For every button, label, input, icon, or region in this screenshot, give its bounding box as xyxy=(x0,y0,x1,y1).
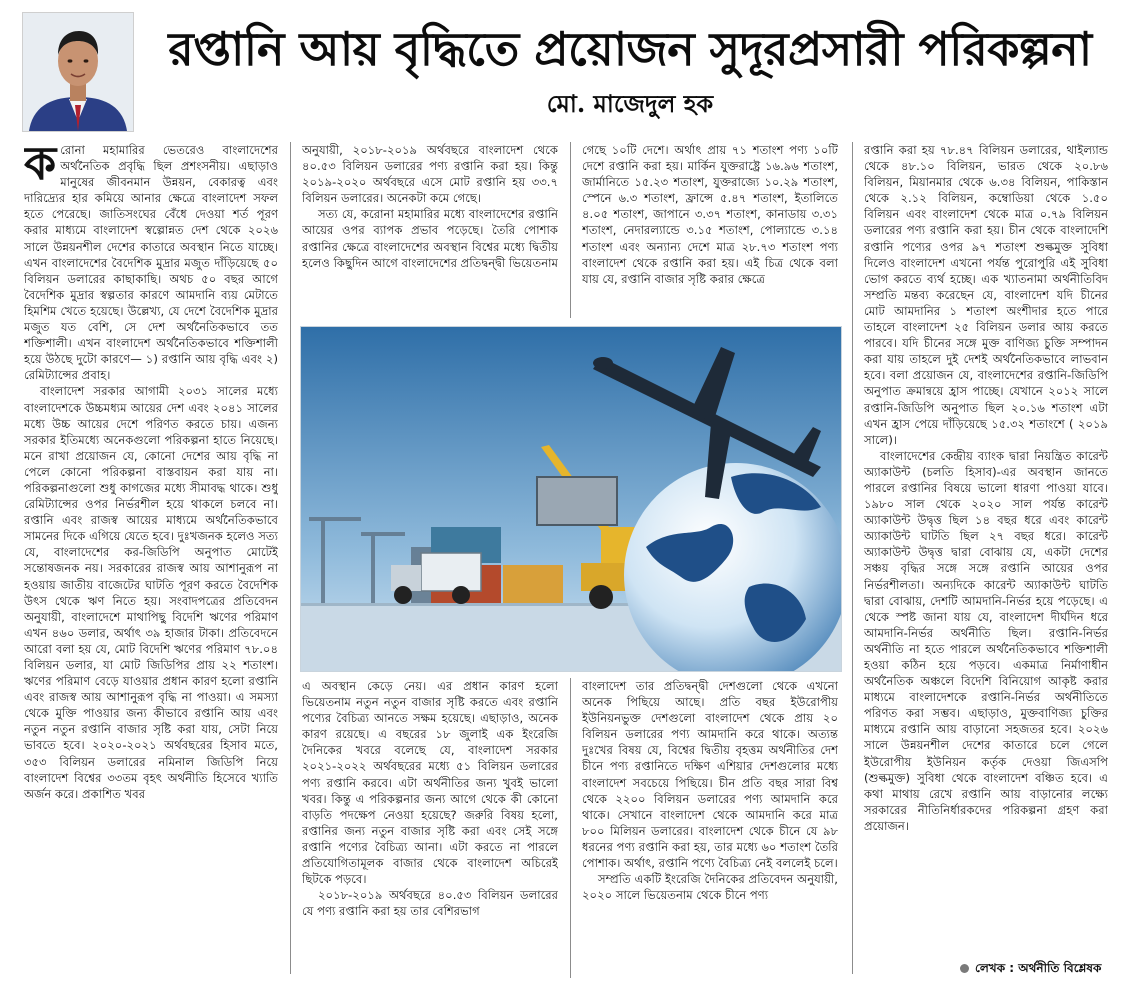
article-column-2-top xyxy=(302,142,558,312)
cargo-trade-illustration xyxy=(301,327,841,671)
article-paragraph: বাংলাদেশ তার প্রতিদ্বন্দ্বী দেশগুলো থেকে এখনো অনেক পিছিয়ে আছে। প্রতি বছর ইউরোপীয় ইউনিয়নভুক্ত দেশগুলো বাংলাদেশ থেকে প্রায় ২০ বিলিয়ন ডলারের পণ্য আমদানি করে থাকে। অত্যন্ত দুঃখের বিষয় যে, বিশ্বের দ্বিতীয় বৃহত্তম অর্থনীতির দেশ চীনে পণ্য রপ্তানিতে দক্ষিণ এশিয়ার দেশগুলোর মধ্যে বাংলাদেশ সবচেয়ে পিছিয়ে। চীন প্রতি বছর সারা বিশ্ব থেকে ২২০০ বিলিয়ন ডলারের পণ্য আমদানি করে থাকে। সেখানে বাংলাদেশ থেকে আমদানি করে মাত্র ৮০০ মিলিয়ন ডলারের। বাংলাদেশ থেকে চীনে যে ৯৮ ধরনের পণ্য রপ্তানি করা হয়, তার মধ্যে ৬০ শতাংশ তৈরি পোশাক। অর্থাৎ, রপ্তানি পণ্যে বৈচিত্র্য নেই বললেই চলে। xyxy=(582,679,838,871)
author-photo xyxy=(22,12,134,132)
article-paragraph: ২০১৮-২০১৯ অর্থবছরে ৪০.৫৩ বিলিয়ন ডলারের যে পণ্য রপ্তানি করা হয় তার বেশিরভাগ xyxy=(302,888,558,919)
author-portrait-image xyxy=(23,13,133,131)
column-divider xyxy=(852,142,853,974)
article-header xyxy=(0,0,1128,140)
article-column-1 xyxy=(24,142,278,978)
paragraph-text: রোনা মহামারির ভেতরেও বাংলাদেশের অর্থনৈতিক প্রবৃদ্ধি ছিল প্রশংসনীয়। এছাড়াও মানুষের জীবনমান উন্নয়ন, বেকারত্ব এবং দারিদ্র্যের হার কমিয়ে আনার ক্ষেত্রে বাংলাদেশ সফল হতে পেরেছে। জাতিসংঘের বেঁধে দেওয়া শর্ত পূরণ করার মাধ্যমে বাংলাদেশ স্বল্পোন্নত দেশ থেকে ২০২৬ সালে উন্নয়নশীল দেশের কাতারে অবস্থান নিতে যাচ্ছে। এখন বাংলাদেশের বৈদেশিক মুদ্রার মজুত দাঁড়িয়েছে ৫০ বিলিয়ন ডলারের কাছাকাছি। অথচ ৫০ বছর আগে বৈদেশিক মুদ্রার স্বল্পতার কারণে আমদানি ব্যয় মেটাতে হিমশিম খেতে হয়েছে। উল্লেখ্য, যে দেশে বৈদেশিক মুদ্রার মজুত যত বেশি, সে দেশ অর্থনৈতিকভাবে তত শক্তিশালী। এখন বাংলাদেশ অর্থনৈতিকভাবে শক্তিশালী হয়ে উঠছে দুটো কারণে— ১) রপ্তানি আয় বৃদ্ধি এবং ২) রেমিট্যান্সের প্রবাহ। xyxy=(24,143,278,383)
article-paragraph: বাংলাদেশের কেন্দ্রীয় ব্যাংক দ্বারা নিয়ন্ত্রিত কারেন্ট অ্যাকাউন্ট (চলতি হিসাব)-এর অবস্থান জানতে পারলে রপ্তানির বিষয়ে ভালো ধারণা পাওয়া যাবে। ১৯৮০ সাল থেকে ২০২০ সাল পর্যন্ত কারেন্ট অ্যাকাউন্ট উদ্বৃত্ত ছিল ১৪ বছর ধরে এবং কারেন্ট অ্যাকাউন্ট ঘাটতি ছিল ২৭ বছর ধরে। কারেন্ট অ্যাকাউন্ট উদ্বৃত্ত দ্বারা বোঝায় যে, একটা দেশের সঞ্চয় বৃদ্ধির সঙ্গে সঙ্গে রপ্তানি আয়ের ওপর নির্ভরশীলতা। অন্যদিকে কারেন্ট অ্যাকাউন্ট ঘাটতি দ্বারা বোঝায়, দেশটি আমদানি-নির্ভর হয়ে পড়েছে। এ থেকে স্পষ্ট জানা যায় যে, বাংলাদেশ দীর্ঘদিন ধরে আমদানি-নির্ভর অর্থনীতি ছিল। রপ্তানি-নির্ভর অর্থনীতি না হতে পারলে অর্থনৈতিকভাবে শক্তিশালী হওয়া কঠিন হয়ে পড়বে। একমাত্র নির্মাণাধীন অর্থনৈতিক অঞ্চলে বিদেশি বিনিয়োগ আকৃষ্ট করার মাধ্যমে বাংলাদেশকে রপ্তানি-নির্ভর অর্থনীতিতে পরিণত করা সম্ভব। এছাড়াও, মুক্তবাণিজ্য চুক্তির মাধ্যমে রপ্তানি আয় বাড়ানো সহজতর হবে। ২০২৬ সালে উন্নয়নশীল দেশের কাতারে চলে গেলে ইউরোপীয় ইউনিয়ন কর্তৃক দেওয়া জিএসপি (শুল্কমুক্ত) সুবিধা থেকে বাংলাদেশ বঞ্চিত হবে। এ কথা মাথায় রেখে রপ্তানি আয় বাড়ানোর লক্ষ্যে সরকারের নীতিনির্ধারকদের পরিকল্পনা গ্রহণ করা প্রয়োজন। xyxy=(864,448,1108,833)
article-headline: রপ্তানি আয় বৃদ্ধিতে প্রয়োজন সুদূরপ্রসারী পরিকল্পনা xyxy=(168,22,1092,76)
column-divider xyxy=(570,142,571,318)
article-paragraph: অনুযায়ী, ২০১৮-২০১৯ অর্থবছরে বাংলাদেশ থেকে ৪০.৫৩ বিলিয়ন ডলারের পণ্য রপ্তানি করা হয়। কিন্তু ২০১৯-২০২০ অর্থবছরে এসে মোট রপ্তানি হয় ৩৩.৭ বিলিয়ন ডলারের। অনেকটা কমে গেছে। xyxy=(302,143,558,206)
article-paragraph: সম্প্রতি একটি ইংরেজি দৈনিকের প্রতিবেদন অনুযায়ী, ২০২০ সালে ভিয়েতনাম থেকে চীনে পণ্য xyxy=(582,872,838,903)
article-paragraph xyxy=(24,142,278,383)
dropcap-letter: ক xyxy=(24,142,57,190)
article-paragraph: সত্য যে, করোনা মহামারির মধ্যে বাংলাদেশের রপ্তানি আয়ের ওপর ব্যাপক প্রভাব পড়েছে। তৈরি পোশাক রপ্তানির ক্ষেত্রে বাংলাদেশের অবস্থান বিশ্বের মধ্যে দ্বিতীয় হলেও কিছুদিন আগে বাংলাদেশের প্রতিদ্বন্দ্বী ভিয়েতনাম xyxy=(302,207,558,270)
writer-note xyxy=(960,958,1110,978)
article-paragraph: বাংলাদেশ সরকার আগামী ২০৩১ সালের মধ্যে বাংলাদেশকে উচ্চমধ্যম আয়ের দেশ এবং ২০৪১ সালের মধ্যে উচ্চ আয়ের দেশে পরিণত করতে চায়। এজন্য সরকার ইতিমধ্যে অনেকগুলো পরিকল্পনা হাতে নিয়েছে। মনে রাখা প্রয়োজন যে, কোনো দেশের আয় বৃদ্ধি না পেলে কোনো পরিকল্পনা বাস্তবায়ন করা যায় না। পরিকল্পনাগুলো শুধু কাগজের মধ্যে সীমাবদ্ধ থাকে। শুধু রেমিট্যান্সের ওপর নির্ভরশীল হয়ে থাকলে চলবে না। রপ্তানি এবং রাজস্ব আয়ের মাধ্যমে অর্থনৈতিকভাবে সামনের দিকে এগিয়ে যেতে হবে। দুঃখজনক হলেও সত্য যে, বাংলাদেশের কর-জিডিপি অনুপাত মোটেই সন্তোষজনক নয়। সরকারের রাজস্ব আয় আশানুরূপ না হওয়ায় জাতীয় বাজেটের ঘাটতি পূরণ করতে বৈদেশিক উৎস থেকে ঋণ নিতে হয়। সংবাদপত্রের প্রতিবেদন অনুযায়ী, বাংলাদেশে মাথাপিছু বিদেশি ঋণের পরিমাণ এখন ৪৬০ ডলার, অর্থাৎ ৩৯ হাজার টাকা। প্রতিবেদনে আরো বলা হয় যে, মোট বিদেশি ঋণের পরিমাণ ৭৮.০৪ বিলিয়ন ডলার, যা মোট জিডিপির প্রায় ২২ শতাংশ। ঋণের পরিমাণ বেড়ে যাওয়ার প্রধান কারণ হলো রপ্তানি এবং রাজস্ব আয় আশানুরূপ বৃদ্ধি না পাওয়া। এ সমস্যা থেকে মুক্তি পাওয়ার জন্য কীভাবে রপ্তানি আয় এবং নতুন নতুন রপ্তানি বাজার সৃষ্টি করা যায়, সেটা নিয়ে ভাবতে হবে। ২০২০-২০২১ অর্থবছরের হিসাব মতে, ৩৫৩ বিলিয়ন ডলারের নমিনাল জিডিপি নিয়ে বাংলাদেশ বিশ্বের ৩৩তম বৃহৎ অর্থনীতি হিসেবে খ্যাতি অর্জন করে। প্রকাশিত খবর xyxy=(24,384,278,801)
article-byline: মো. মাজেদুল হক xyxy=(546,89,714,118)
article-column-2-bottom xyxy=(302,678,558,978)
bullet-icon xyxy=(960,964,969,973)
column-divider xyxy=(570,678,571,978)
article-paragraph: রপ্তানি করা হয় ৭৮.৪৭ বিলিয়ন ডলারের, থাইল্যান্ড থেকে ৪৮.১০ বিলিয়ন, ভারত থেকে ২০.৮৬ বিলিয়ন, মিয়ানমার থেকে ৬.৩৪ বিলিয়ন, পাকিস্তান থেকে ২.১২ বিলিয়ন, কম্বোডিয়া থেকে ১.৫০ বিলিয়ন এবং বাংলাদেশ থেকে মাত্র ০.৭৯ বিলিয়ন ডলারের পণ্য রপ্তানি করা হয়। চীন থেকে বাংলাদেশি রপ্তানি পণ্যের ওপর ৯৭ শতাংশ শুল্কমুক্ত সুবিধা দিলেও বাংলাদেশ এখনো পর্যন্ত পুরোপুরি এই সুবিধা ভোগ করতে ব্যর্থ হচ্ছে। এক খ্যাতনামা অর্থনীতিবিদ সম্প্রতি মন্তব্য করেছেন যে, বাংলাদেশ যদি চীনের মোট আমদানির ১ শতাংশ অংশীদার হতে পারে তাহলে বাংলাদেশ ২৫ বিলিয়ন ডলার আয় করতে পারবে। যদি চীনের সঙ্গে মুক্ত বাণিজ্য চুক্তি সম্পাদন করা যায় তাহলে দুই দেশই অর্থনৈতিকভাবে লাভবান হবে। বলা প্রয়োজন যে, বাংলাদেশের রপ্তানি-জিডিপি অনুপাত ক্রমান্বয়ে হ্রাস পাচ্ছে। যেখানে ২০১২ সালে রপ্তানি-জিডিপি অনুপাত ছিল ২০.১৬ শতাংশ এটা এখন হ্রাস পেয়ে দাঁড়িয়েছে ১৫.৩২ শতাংশে ( ২০১৯ সালে)। xyxy=(864,143,1108,447)
writer-note-text: লেখক : অর্থনীতি বিশ্লেষক xyxy=(975,961,1102,975)
article-paragraph: গেছে ১০টি দেশে। অর্থাৎ প্রায় ৭১ শতাংশ পণ্য ১০টি দেশে রপ্তানি করা হয়। মার্কিন যুক্তরাষ্ট্রে ১৬.৯৬ শতাংশ, জার্মানিতে ১৫.২৩ শতাংশ, যুক্তরাজ্যে ১০.২৯ শতাংশ, স্পেনে ৬.৩ শতাংশ, ফ্রান্সে ৫.৪৭ শতাংশ, ইতালিতে ৪.০৫ শতাংশ, জাপানে ৩.৩৭ শতাংশ, কানাডায় ৩.৩১ শতাংশ, নেদারল্যান্ডে ৩.১৫ শতাংশ, পোল্যান্ডে ৩.১৪ শতাংশ এবং অন্যান্য দেশে মাত্র ২৮.৭৩ শতাংশ পণ্য বাংলাদেশ থেকে রপ্তানি করা হয়। এই চিত্র থেকে বলা যায় যে, রপ্তানি বাজার সৃষ্টি করার ক্ষেত্রে xyxy=(582,143,838,286)
article-paragraph: এ অবস্থান কেড়ে নেয়। এর প্রধান কারণ হলো ভিয়েতনাম নতুন নতুন বাজার সৃষ্টি করতে এবং রপ্তানি পণ্যের বৈচিত্র্য আনতে সক্ষম হয়েছে। এছাড়াও, অনেক কারণ রয়েছে। এ বছরের ১৮ জুলাই এক ইংরেজি দৈনিকের খবরে বলেছে যে, বাংলাদেশ সরকার ২০২১-২০২২ অর্থবছরের মধ্যে ৫১ বিলিয়ন ডলারের পণ্য রপ্তানি করবে। এটা অর্থনীতির জন্য খুবই ভালো খবর। কিন্তু এ পরিকল্পনার জন্য আগে থেকে কী কোনো বাড়তি পদক্ষেপ নেওয়া হয়েছে? জরুরি বিষয় হলো, রপ্তানির জন্য নতুন বাজার সৃষ্টি করা এবং সেই সঙ্গে রপ্তানি পণ্যের বৈচিত্র্য আনা। এটা করতে না পারলে প্রতিযোগিতামূলক বাজার থেকে বাংলাদেশ অচিরেই ছিটকে পড়বে। xyxy=(302,679,558,887)
column-divider xyxy=(290,142,291,974)
article-column-3-bottom xyxy=(582,678,838,978)
article-column-3-top xyxy=(582,142,838,318)
article-column-4 xyxy=(864,142,1108,954)
article-illustration xyxy=(300,326,842,672)
